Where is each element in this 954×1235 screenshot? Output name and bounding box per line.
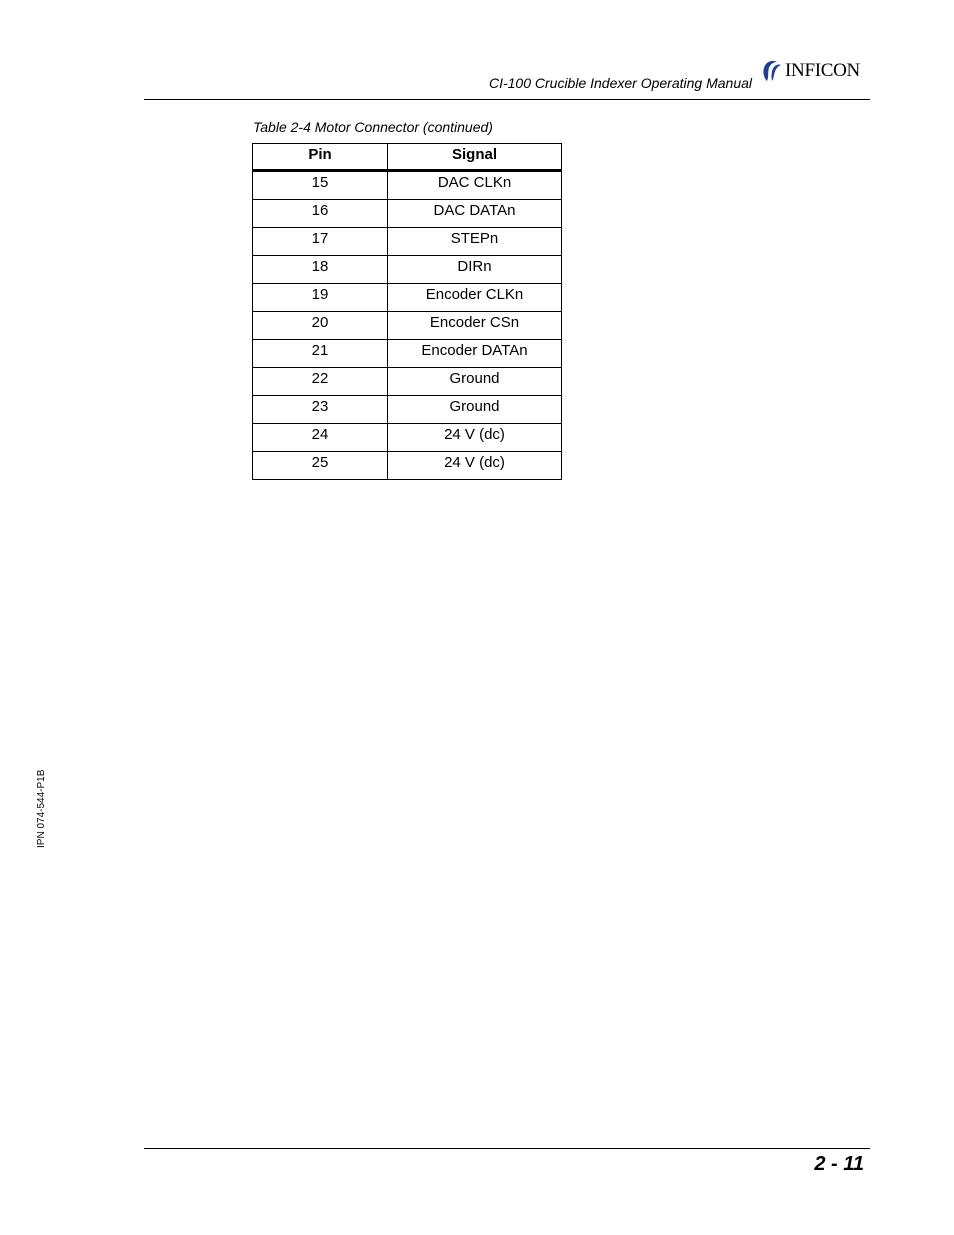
pin-cell: 18 — [253, 256, 388, 284]
column-header-pin: Pin — [253, 144, 388, 171]
signal-cell: 24 V (dc) — [388, 452, 562, 480]
table-header-row — [253, 144, 562, 171]
table-row — [253, 424, 562, 452]
table-row — [253, 396, 562, 424]
signal-cell: STEPn — [388, 228, 562, 256]
pin-cell: 25 — [253, 452, 388, 480]
motor-connector-table — [252, 143, 562, 480]
table-row — [253, 228, 562, 256]
pin-cell: 23 — [253, 396, 388, 424]
footer-rule — [144, 1148, 870, 1149]
signal-cell: Encoder DATAn — [388, 340, 562, 368]
signal-cell: DAC DATAn — [388, 200, 562, 228]
pin-cell: 22 — [253, 368, 388, 396]
document-ipn: IPN 074-544-P1B — [36, 769, 47, 848]
pin-cell: 24 — [253, 424, 388, 452]
signal-cell: Encoder CSn — [388, 312, 562, 340]
manual-title: CI-100 Crucible Indexer Operating Manual — [488, 75, 752, 91]
pin-cell: 21 — [253, 340, 388, 368]
table-row — [253, 340, 562, 368]
table-row — [253, 368, 562, 396]
pin-cell: 16 — [253, 200, 388, 228]
pin-cell: 17 — [253, 228, 388, 256]
brand-name: INFICON — [785, 60, 860, 81]
table-row — [253, 256, 562, 284]
pin-cell: 20 — [253, 312, 388, 340]
signal-cell: 24 V (dc) — [388, 424, 562, 452]
pin-cell: 19 — [253, 284, 388, 312]
page-number: 2 - 11 — [814, 1153, 864, 1175]
table-body — [253, 171, 562, 480]
table-row — [253, 312, 562, 340]
inficon-logo — [760, 58, 860, 84]
signal-cell: Ground — [388, 396, 562, 424]
pin-cell: 15 — [253, 171, 388, 200]
inficon-logo-mark-icon — [760, 59, 782, 83]
column-header-signal: Signal — [388, 144, 562, 171]
table-row — [253, 200, 562, 228]
header-rule — [144, 99, 870, 100]
signal-cell: DAC CLKn — [388, 171, 562, 200]
table-row — [253, 171, 562, 200]
signal-cell: DIRn — [388, 256, 562, 284]
table-row — [253, 452, 562, 480]
signal-cell: Ground — [388, 368, 562, 396]
signal-cell: Encoder CLKn — [388, 284, 562, 312]
table-row — [253, 284, 562, 312]
table-caption: Table 2-4 Motor Connector (continued) — [253, 119, 493, 135]
